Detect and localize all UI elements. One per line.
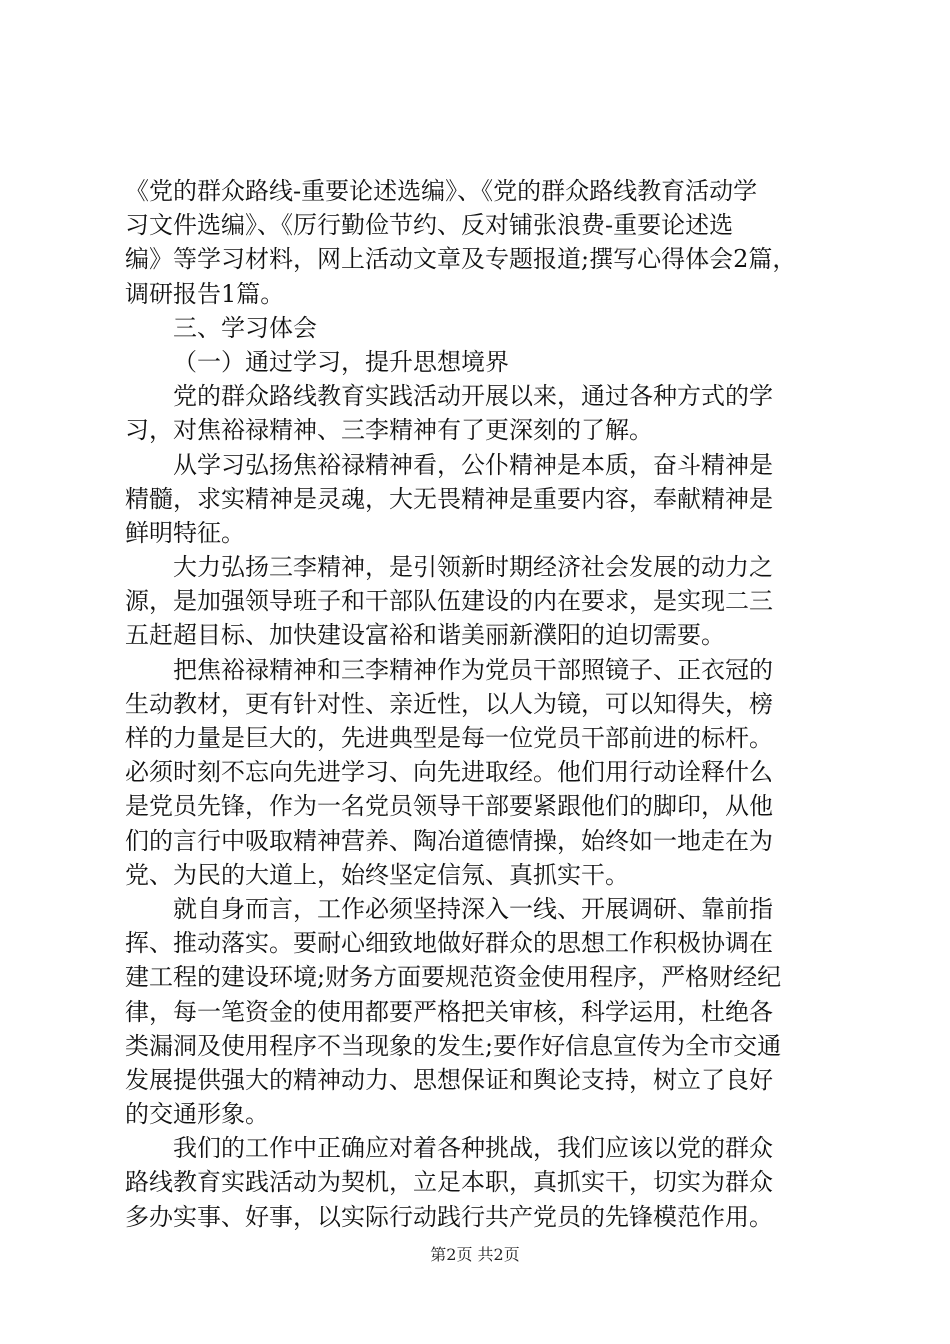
- text-line: 习文件选编》、《厉行勤俭节约、反对铺张浪费-重要论述选: [125, 211, 734, 240]
- text-line: 挥、推动落实。要耐心细致地做好群众的思想工作积极协调在: [125, 929, 773, 958]
- text-line: 发展提供强大的精神动力、思想保证和舆论支持，树立了良好: [125, 1065, 773, 1094]
- text-line: 鲜明特征。: [125, 518, 245, 547]
- text-line: 就自身而言，工作必须坚持深入一线、开展调研、靠前指: [173, 894, 773, 923]
- text-line: 从学习弘扬焦裕禄精神看，公仆精神是本质，奋斗精神是: [173, 450, 773, 479]
- text-line: 我们的工作中正确应对着各种挑战，我们应该以党的群众: [173, 1134, 773, 1163]
- text-line: 把焦裕禄精神和三李精神作为党员干部照镜子、正衣冠的: [173, 655, 773, 684]
- text-line: 编》等学习材料，网上活动文章及专题报道;撰写心得体会2篇，: [125, 245, 797, 274]
- text-line: 《党的群众路线-重要论述选编》、《党的群众路线教育活动学: [125, 177, 758, 205]
- text-line: 三、学习体会: [173, 313, 317, 342]
- text-line: 们的言行中吸取精神营养、陶冶道德情操，始终如一地走在为: [125, 826, 773, 855]
- text-line: 生动教材，更有针对性、亲近性，以人为镜，可以知得失，榜: [125, 689, 773, 718]
- page-footer: 第2页 共2页: [430, 1245, 520, 1264]
- text-line: （一）通过学习，提升思想境界: [173, 347, 509, 376]
- text-line: 调研报告1篇。: [125, 279, 285, 308]
- text-line: 党、为民的大道上，始终坚定信氖、真抓实干。: [125, 860, 629, 889]
- text-line: 大力弘扬三李精神，是引领新时期经济社会发展的动力之: [173, 553, 773, 582]
- text-line: 是党员先锋，作为一名党员领导干部要紧跟他们的脚印，从他: [125, 792, 773, 821]
- text-line: 路线教育实践活动为契机，立足本职，真抓实干，切实为群众: [125, 1168, 773, 1197]
- text-line: 的交通形象。: [125, 1100, 269, 1129]
- text-line: 精髓，求实精神是灵魂，大无畏精神是重要内容，奉献精神是: [125, 484, 773, 513]
- text-line: 源，是加强领导班子和干部队伍建设的内在要求，是实现二三: [125, 587, 773, 616]
- text-line: 习，对焦裕禄精神、三李精神有了更深刻的了解。: [125, 416, 653, 445]
- text-line: 类漏洞及使用程序不当现象的发生;要作好信息宣传为全市交通: [125, 1031, 782, 1060]
- text-line: 建工程的建设环境;财务方面要规范资金使用程序，严格财经纪: [125, 963, 782, 992]
- text-line: 样的力量是巨大的，先进典型是每一位党员干部前进的标杆。: [125, 724, 773, 752]
- text-line: 必须时刻不忘向先进学习、向先进取经。他们用行动诠释什么: [125, 758, 773, 787]
- text-line: 多办实事、好事，以实际行动践行共产党员的先锋模范作用。: [125, 1202, 773, 1231]
- document-body: [125, 174, 845, 1234]
- text-line: 五赶超目标、加快建设富裕和谐美丽新濮阳的迫切需要。: [125, 621, 725, 650]
- text-line: 党的群众路线教育实践活动开展以来，通过各种方式的学: [173, 382, 773, 411]
- text-line: 律，每一笔资金的使用都要严格把关审核，科学运用，杜绝各: [125, 997, 773, 1026]
